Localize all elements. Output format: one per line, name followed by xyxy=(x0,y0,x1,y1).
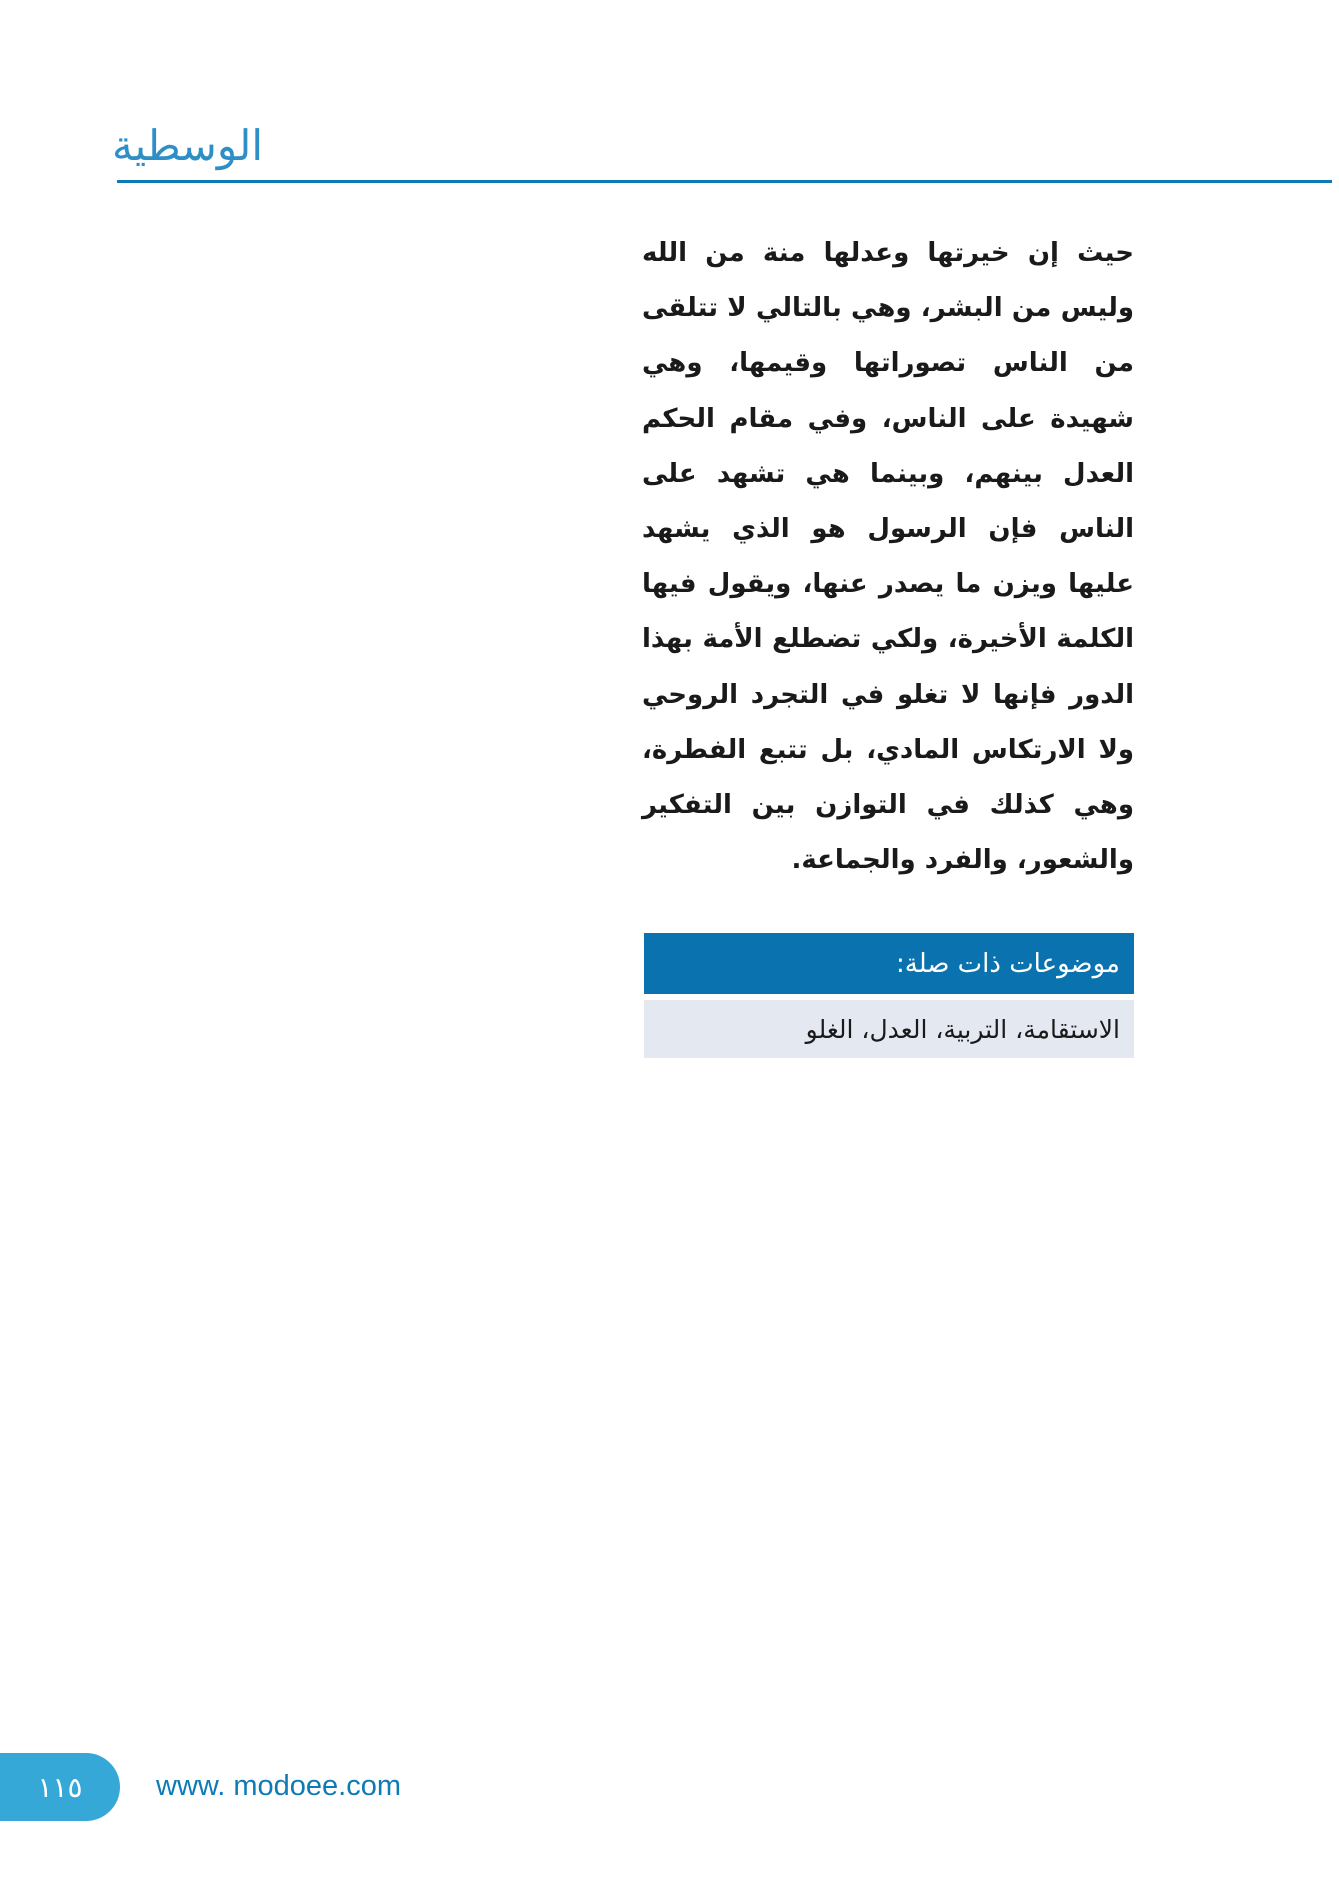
page-number: ١١٥ xyxy=(0,1753,120,1821)
related-topics-heading: موضوعات ذات صلة: xyxy=(644,933,1134,994)
section-title: الوسطية xyxy=(112,121,263,170)
website-url[interactable]: www. modoee.com xyxy=(156,1770,401,1802)
header-divider xyxy=(117,180,1332,183)
related-topics-list: الاستقامة، التربية، العدل، الغلو xyxy=(644,1000,1134,1058)
body-paragraph: حيث إن خيرتها وعدلها منة من الله وليس من البشر، وهي بالتالي لا تتلقى من الناس تصوراتها وقيمها، وهي شهيدة على الناس، وفي مقام الحكم العدل بينهم، وبينما هي تشهد على الناس فإن الرسول هو الذي يشهد عليها ويزن ما يصدر عنها، ويقول فيها الكلمة الأخيرة، ولكي تضطلع الأمة بهذا الدور فإنها لا تغلو في التجرد الروحي ولا الارتكاس المادي، بل تتبع الفطرة، وهي كذلك في التوازن بين التفكير والشعور، والفرد والجماعة. xyxy=(642,238,1134,876)
related-topics-box xyxy=(644,933,1134,1058)
